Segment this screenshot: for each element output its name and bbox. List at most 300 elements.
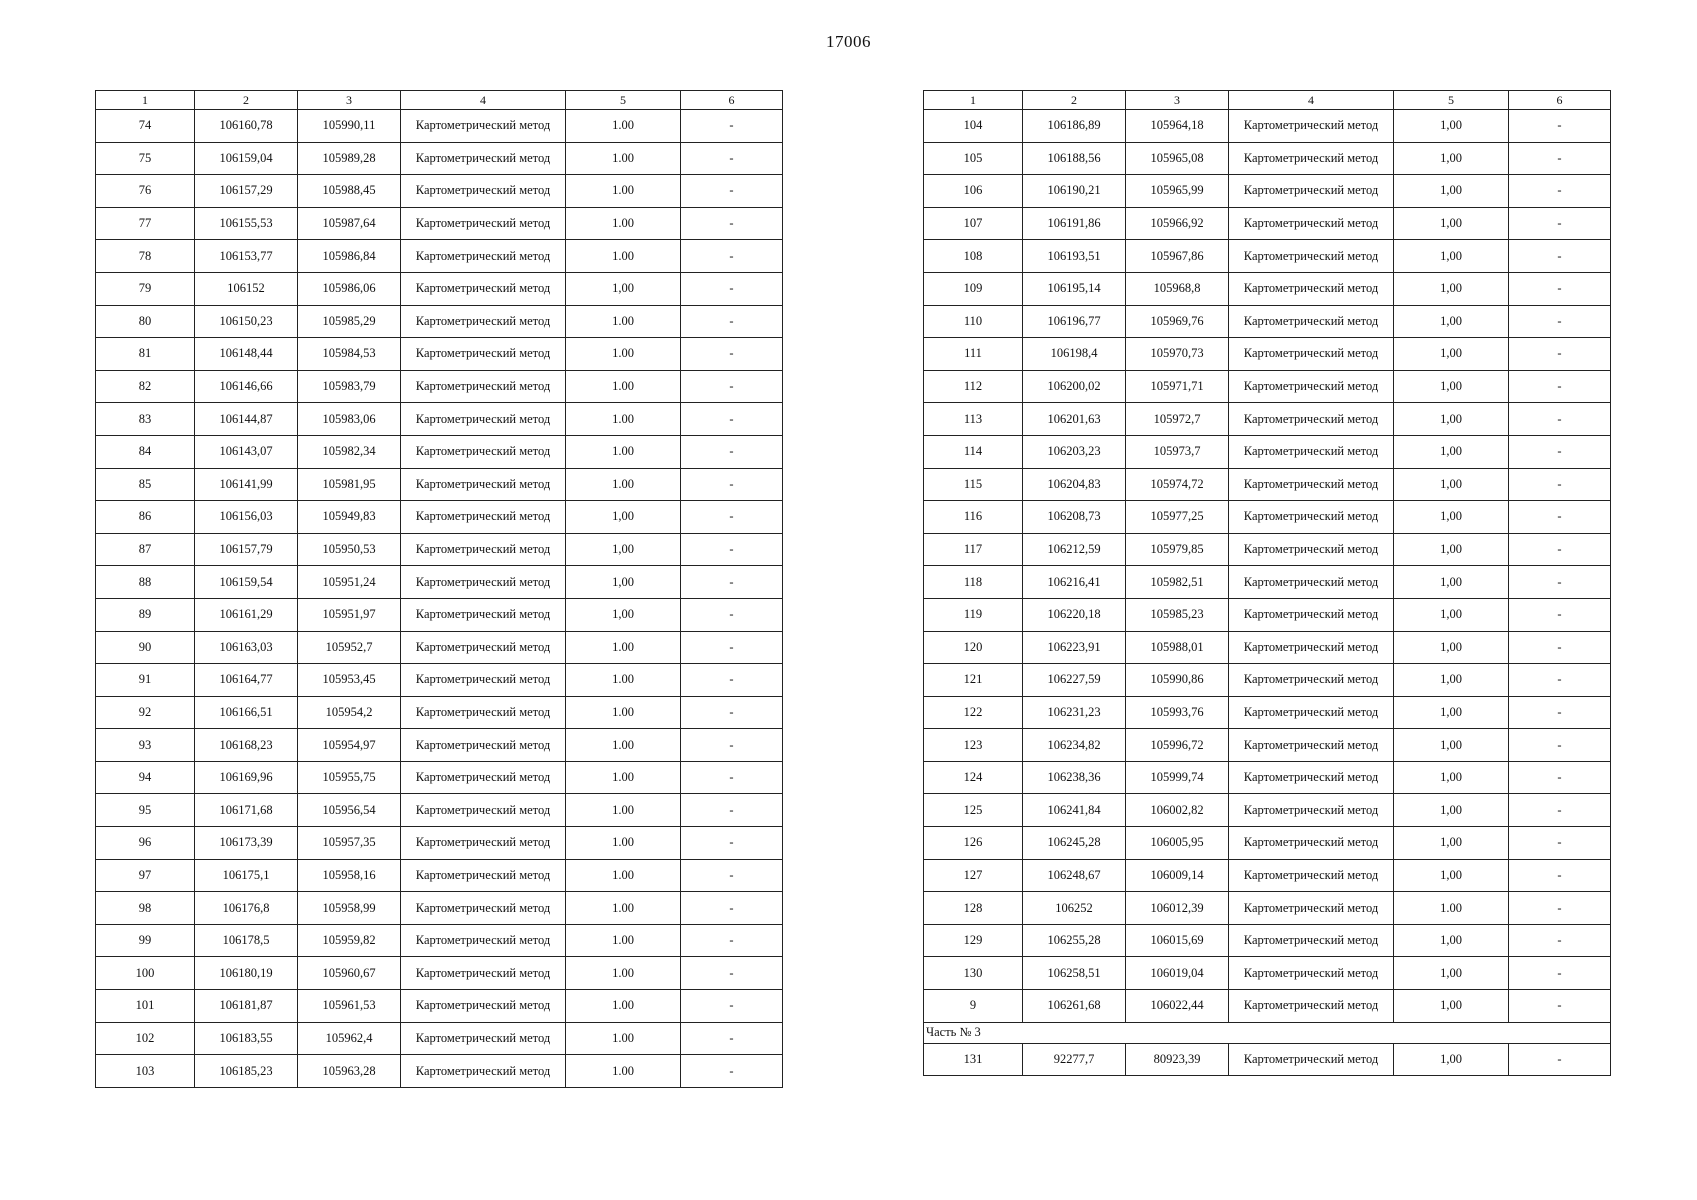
table-cell: 106178,5 — [195, 924, 298, 957]
table-cell: 109 — [924, 272, 1023, 305]
column-header: 4 — [1229, 91, 1394, 110]
table-cell: 105970,73 — [1126, 338, 1229, 371]
table-cell: Картометрический метод — [401, 501, 566, 534]
table-cell: 106185,23 — [195, 1055, 298, 1088]
table-cell: 99 — [96, 924, 195, 957]
table-cell: 105987,64 — [298, 207, 401, 240]
table-cell: 82 — [96, 370, 195, 403]
table-cell: 106143,07 — [195, 435, 298, 468]
table-row — [96, 761, 783, 794]
table-cell: 85 — [96, 468, 195, 501]
table-cell: 1,00 — [1394, 370, 1509, 403]
table-cell: 105988,45 — [298, 175, 401, 208]
table-cell: 106227,59 — [1023, 664, 1126, 697]
table-cell: 106196,77 — [1023, 305, 1126, 338]
table-row — [96, 859, 783, 892]
table-cell: 101 — [96, 990, 195, 1023]
table-cell: 105982,51 — [1126, 566, 1229, 599]
table-cell: 106231,23 — [1023, 696, 1126, 729]
table-cell: 105949,83 — [298, 501, 401, 534]
table-cell: 1.00 — [566, 892, 681, 925]
table-cell: 1,00 — [1394, 696, 1509, 729]
table-cell: 78 — [96, 240, 195, 273]
table-cell: Картометрический метод — [401, 338, 566, 371]
column-header: 2 — [1023, 91, 1126, 110]
table-cell: Картометрический метод — [1229, 403, 1394, 436]
table-cell: 106005,95 — [1126, 827, 1229, 860]
table-cell: - — [1509, 175, 1611, 208]
table-cell: - — [681, 142, 783, 175]
table-cell: - — [681, 1055, 783, 1088]
table-cell: 1.00 — [566, 142, 681, 175]
table-cell: 106175,1 — [195, 859, 298, 892]
table-row — [96, 403, 783, 436]
table-cell: - — [1509, 1043, 1611, 1076]
header-row — [924, 91, 1611, 110]
table-cell: Картометрический метод — [1229, 957, 1394, 990]
table-cell: 116 — [924, 501, 1023, 534]
table-row — [924, 729, 1611, 762]
table-cell: Картометрический метод — [401, 370, 566, 403]
table-cell: - — [1509, 240, 1611, 273]
table-cell: 1,00 — [1394, 240, 1509, 273]
table-cell: 106180,19 — [195, 957, 298, 990]
table-row — [96, 566, 783, 599]
page-number: 17006 — [826, 32, 871, 51]
table-cell: 105988,01 — [1126, 631, 1229, 664]
table-cell: 106208,73 — [1023, 501, 1126, 534]
table-cell: 1.00 — [566, 175, 681, 208]
table-row — [924, 240, 1611, 273]
table-cell: Картометрический метод — [1229, 207, 1394, 240]
table-cell: 106190,21 — [1023, 175, 1126, 208]
table-cell: 106009,14 — [1126, 859, 1229, 892]
table-cell: 74 — [96, 110, 195, 143]
table-cell: 100 — [96, 957, 195, 990]
table-row — [96, 827, 783, 860]
table-cell: 106157,79 — [195, 533, 298, 566]
table-cell: - — [681, 110, 783, 143]
table-cell: Картометрический метод — [401, 729, 566, 762]
table-cell: 126 — [924, 827, 1023, 860]
column-header: 2 — [195, 91, 298, 110]
table-cell: Картометрический метод — [1229, 990, 1394, 1023]
table-cell: 1,00 — [1394, 403, 1509, 436]
table-cell: 1.00 — [566, 370, 681, 403]
table-cell: - — [1509, 794, 1611, 827]
table-cell: - — [681, 990, 783, 1023]
table-cell: 107 — [924, 207, 1023, 240]
table-cell: Картометрический метод — [401, 664, 566, 697]
table-cell: 106150,23 — [195, 305, 298, 338]
table-cell: 110 — [924, 305, 1023, 338]
table-row — [96, 533, 783, 566]
table-cell: Картометрический метод — [1229, 501, 1394, 534]
table-cell: 106252 — [1023, 892, 1126, 925]
table-cell: 1,00 — [1394, 631, 1509, 664]
table-cell: 108 — [924, 240, 1023, 273]
table-cell: 1,00 — [1394, 990, 1509, 1023]
table-cell: 119 — [924, 598, 1023, 631]
table-row — [924, 110, 1611, 143]
table-cell: 83 — [96, 403, 195, 436]
table-row — [924, 631, 1611, 664]
table-cell: 105953,45 — [298, 664, 401, 697]
table-cell: 106245,28 — [1023, 827, 1126, 860]
table-cell: 105990,11 — [298, 110, 401, 143]
table-cell: - — [1509, 403, 1611, 436]
table-cell: 106153,77 — [195, 240, 298, 273]
table-cell: 114 — [924, 435, 1023, 468]
table-cell: 1,00 — [1394, 761, 1509, 794]
table-row — [96, 1055, 783, 1088]
table-row — [96, 990, 783, 1023]
table-cell: - — [681, 924, 783, 957]
table-cell: - — [681, 305, 783, 338]
table-row — [924, 827, 1611, 860]
table-cell: - — [1509, 957, 1611, 990]
table-cell: 105990,86 — [1126, 664, 1229, 697]
table-cell: 80923,39 — [1126, 1043, 1229, 1076]
table-cell: 105983,79 — [298, 370, 401, 403]
table-cell: 106012,39 — [1126, 892, 1229, 925]
table-cell: 1.00 — [566, 859, 681, 892]
table-cell: 106 — [924, 175, 1023, 208]
table-cell: 106261,68 — [1023, 990, 1126, 1023]
table-cell: Картометрический метод — [1229, 859, 1394, 892]
table-row — [924, 501, 1611, 534]
table-cell: 94 — [96, 761, 195, 794]
table-row — [924, 403, 1611, 436]
table-cell: 105979,85 — [1126, 533, 1229, 566]
table-cell: 105996,72 — [1126, 729, 1229, 762]
table-cell: 1,00 — [1394, 794, 1509, 827]
table-cell: Картометрический метод — [401, 990, 566, 1023]
table-cell: 98 — [96, 892, 195, 925]
table-cell: 1.00 — [566, 338, 681, 371]
table-cell: 1,00 — [1394, 566, 1509, 599]
table-cell: 105960,67 — [298, 957, 401, 990]
table-cell: 105985,29 — [298, 305, 401, 338]
table-row — [924, 533, 1611, 566]
table-cell: Картометрический метод — [1229, 110, 1394, 143]
table-cell: 1,00 — [1394, 533, 1509, 566]
table-cell: - — [1509, 533, 1611, 566]
table-cell: Картометрический метод — [1229, 696, 1394, 729]
table-header — [96, 91, 783, 110]
column-header: 3 — [298, 91, 401, 110]
table-row — [924, 892, 1611, 925]
table-cell: 122 — [924, 696, 1023, 729]
table-row — [924, 794, 1611, 827]
table-cell: 9 — [924, 990, 1023, 1023]
table-cell: 106157,29 — [195, 175, 298, 208]
table-cell: 106156,03 — [195, 501, 298, 534]
table-cell: 117 — [924, 533, 1023, 566]
table-row — [924, 957, 1611, 990]
table-cell: 115 — [924, 468, 1023, 501]
table-cell: 113 — [924, 403, 1023, 436]
table-cell: 105967,86 — [1126, 240, 1229, 273]
header-row — [96, 91, 783, 110]
table-cell: Картометрический метод — [1229, 240, 1394, 273]
table-cell: 106168,23 — [195, 729, 298, 762]
table-cell: 1.00 — [566, 468, 681, 501]
section-label: Часть № 3 — [924, 1022, 1611, 1043]
table-cell: 1.00 — [566, 794, 681, 827]
table-cell: 1.00 — [566, 403, 681, 436]
table-cell: - — [681, 501, 783, 534]
table-row — [96, 729, 783, 762]
table-cell: 105950,53 — [298, 533, 401, 566]
table-cell: Картометрический метод — [401, 631, 566, 664]
table-cell: Картометрический метод — [401, 859, 566, 892]
table-cell: - — [1509, 566, 1611, 599]
table-row — [924, 924, 1611, 957]
table-cell: 87 — [96, 533, 195, 566]
table-cell: 95 — [96, 794, 195, 827]
table-cell: 127 — [924, 859, 1023, 892]
table-cell: 1.00 — [566, 761, 681, 794]
table-cell: - — [1509, 761, 1611, 794]
table-cell: 105986,84 — [298, 240, 401, 273]
table-cell: - — [1509, 827, 1611, 860]
table-cell: - — [681, 1022, 783, 1055]
table-cell: 96 — [96, 827, 195, 860]
table-cell: Картометрический метод — [401, 403, 566, 436]
table-cell: - — [1509, 338, 1611, 371]
table-cell: 118 — [924, 566, 1023, 599]
table-cell: - — [681, 957, 783, 990]
table-cell: 106019,04 — [1126, 957, 1229, 990]
table-cell: Картометрический метод — [401, 240, 566, 273]
table-row — [96, 794, 783, 827]
table-row — [924, 990, 1611, 1023]
table-cell: Картометрический метод — [401, 305, 566, 338]
table-cell: 1,00 — [1394, 664, 1509, 697]
table-cell: 1,00 — [1394, 924, 1509, 957]
table-cell: Картометрический метод — [1229, 370, 1394, 403]
table-cell: 97 — [96, 859, 195, 892]
column-header: 1 — [924, 91, 1023, 110]
table-cell: 1.00 — [566, 110, 681, 143]
table-cell: 105965,08 — [1126, 142, 1229, 175]
table-cell: 105954,97 — [298, 729, 401, 762]
table-cell: 130 — [924, 957, 1023, 990]
table-cell: 121 — [924, 664, 1023, 697]
table-cell: 106188,56 — [1023, 142, 1126, 175]
table-cell: - — [681, 729, 783, 762]
table-cell: Картометрический метод — [401, 207, 566, 240]
table-cell: - — [1509, 501, 1611, 534]
table-cell: 1,00 — [1394, 501, 1509, 534]
table-cell: 125 — [924, 794, 1023, 827]
table-cell: 106173,39 — [195, 827, 298, 860]
table-row — [924, 207, 1611, 240]
table-cell: 105974,72 — [1126, 468, 1229, 501]
table-cell: Картометрический метод — [401, 1055, 566, 1088]
table-cell: 1,00 — [566, 598, 681, 631]
table-cell: - — [681, 827, 783, 860]
table-cell: 106171,68 — [195, 794, 298, 827]
table-cell: Картометрический метод — [1229, 566, 1394, 599]
table-cell: 129 — [924, 924, 1023, 957]
table-cell: - — [1509, 207, 1611, 240]
table-cell: 81 — [96, 338, 195, 371]
table-cell: 76 — [96, 175, 195, 208]
table-cell: - — [1509, 272, 1611, 305]
table-row — [96, 892, 783, 925]
table-cell: 105986,06 — [298, 272, 401, 305]
table-cell: 1.00 — [566, 1055, 681, 1088]
table-cell: 105989,28 — [298, 142, 401, 175]
table-cell: 106015,69 — [1126, 924, 1229, 957]
table-cell: - — [681, 696, 783, 729]
table-cell: - — [1509, 696, 1611, 729]
table-cell: Картометрический метод — [1229, 598, 1394, 631]
table-row — [96, 664, 783, 697]
table-cell: 106186,89 — [1023, 110, 1126, 143]
table-cell: 1.00 — [566, 924, 681, 957]
table-body — [924, 110, 1611, 1076]
table-cell: 106200,02 — [1023, 370, 1126, 403]
table-cell: 1.00 — [566, 827, 681, 860]
table-cell: Картометрический метод — [1229, 794, 1394, 827]
table-cell: - — [1509, 142, 1611, 175]
table-cell: 106195,14 — [1023, 272, 1126, 305]
table-cell: 106166,51 — [195, 696, 298, 729]
table-cell: 1,00 — [1394, 175, 1509, 208]
table-cell: 105982,34 — [298, 435, 401, 468]
table-cell: - — [1509, 110, 1611, 143]
table-cell: 105993,76 — [1126, 696, 1229, 729]
table-row — [924, 272, 1611, 305]
table-row — [924, 370, 1611, 403]
section-row — [924, 1022, 1611, 1043]
table-cell: 84 — [96, 435, 195, 468]
table-cell: 111 — [924, 338, 1023, 371]
table-cell: 106181,87 — [195, 990, 298, 1023]
table-cell: Картометрический метод — [401, 794, 566, 827]
table-cell: 106234,82 — [1023, 729, 1126, 762]
table-cell: Картометрический метод — [401, 142, 566, 175]
table-cell: - — [1509, 435, 1611, 468]
table-cell: 1.00 — [566, 664, 681, 697]
table-cell: 105965,99 — [1126, 175, 1229, 208]
table-cell: 1,00 — [1394, 207, 1509, 240]
table-cell: 120 — [924, 631, 1023, 664]
table-cell: - — [681, 859, 783, 892]
table-cell: 1.00 — [566, 207, 681, 240]
table-cell: 106223,91 — [1023, 631, 1126, 664]
table-cell: Картометрический метод — [1229, 338, 1394, 371]
table-cell: 1,00 — [1394, 435, 1509, 468]
table-row — [924, 598, 1611, 631]
table-cell: 1,00 — [1394, 142, 1509, 175]
table-cell: 1,00 — [1394, 859, 1509, 892]
table-row — [96, 631, 783, 664]
table-row — [96, 175, 783, 208]
table-cell: 1,00 — [1394, 957, 1509, 990]
table-row — [924, 859, 1611, 892]
table-cell: 105999,74 — [1126, 761, 1229, 794]
table-cell: - — [681, 240, 783, 273]
table-cell: Картометрический метод — [1229, 664, 1394, 697]
table-row — [96, 696, 783, 729]
table-cell: 106176,8 — [195, 892, 298, 925]
table-cell: 105955,75 — [298, 761, 401, 794]
table-cell: 79 — [96, 272, 195, 305]
table-cell: 1,00 — [1394, 468, 1509, 501]
table-cell: 106201,63 — [1023, 403, 1126, 436]
table-body — [96, 110, 783, 1088]
table-row — [924, 664, 1611, 697]
table-cell: 105958,99 — [298, 892, 401, 925]
table-cell: 105971,71 — [1126, 370, 1229, 403]
table-row — [96, 110, 783, 143]
table-cell: Картометрический метод — [1229, 175, 1394, 208]
table-cell: 86 — [96, 501, 195, 534]
table-cell: Картометрический метод — [401, 175, 566, 208]
table-cell: Картометрический метод — [401, 272, 566, 305]
table-cell: 1,00 — [1394, 1043, 1509, 1076]
table-cell: 105961,53 — [298, 990, 401, 1023]
table-cell: 1,00 — [566, 533, 681, 566]
table-cell: 128 — [924, 892, 1023, 925]
table-cell: 106163,03 — [195, 631, 298, 664]
table-cell: Картометрический метод — [401, 957, 566, 990]
table-row — [96, 435, 783, 468]
table-cell: 106216,41 — [1023, 566, 1126, 599]
table-cell: 1,00 — [1394, 598, 1509, 631]
table-cell: 105954,2 — [298, 696, 401, 729]
table-row — [96, 240, 783, 273]
table-cell: 1.00 — [566, 696, 681, 729]
table-cell: 106152 — [195, 272, 298, 305]
table-cell: 1.00 — [1394, 892, 1509, 925]
table-cell: Картометрический метод — [401, 566, 566, 599]
table-cell: - — [1509, 729, 1611, 762]
table-cell: Картометрический метод — [1229, 729, 1394, 762]
table-cell: - — [1509, 598, 1611, 631]
table-cell: 105952,7 — [298, 631, 401, 664]
table-cell: 106220,18 — [1023, 598, 1126, 631]
table-cell: 112 — [924, 370, 1023, 403]
table-cell: 105963,28 — [298, 1055, 401, 1088]
column-header: 3 — [1126, 91, 1229, 110]
table-cell: - — [681, 403, 783, 436]
table-cell: 105973,7 — [1126, 435, 1229, 468]
table-cell: Картометрический метод — [401, 598, 566, 631]
column-header: 5 — [1394, 91, 1509, 110]
column-header: 1 — [96, 91, 195, 110]
table-cell: 106204,83 — [1023, 468, 1126, 501]
table-cell: - — [681, 761, 783, 794]
table-cell: Картометрический метод — [401, 468, 566, 501]
table-cell: 106160,78 — [195, 110, 298, 143]
table-cell: 1,00 — [566, 501, 681, 534]
table-cell: 106212,59 — [1023, 533, 1126, 566]
table-cell: 1.00 — [566, 990, 681, 1023]
table-row — [96, 598, 783, 631]
table-cell: 106146,66 — [195, 370, 298, 403]
table-cell: 106193,51 — [1023, 240, 1126, 273]
table-cell: 1.00 — [566, 1022, 681, 1055]
table-cell: 1,00 — [1394, 305, 1509, 338]
table-cell: - — [1509, 370, 1611, 403]
coordinates-table-left — [95, 90, 783, 1088]
table-row — [96, 370, 783, 403]
